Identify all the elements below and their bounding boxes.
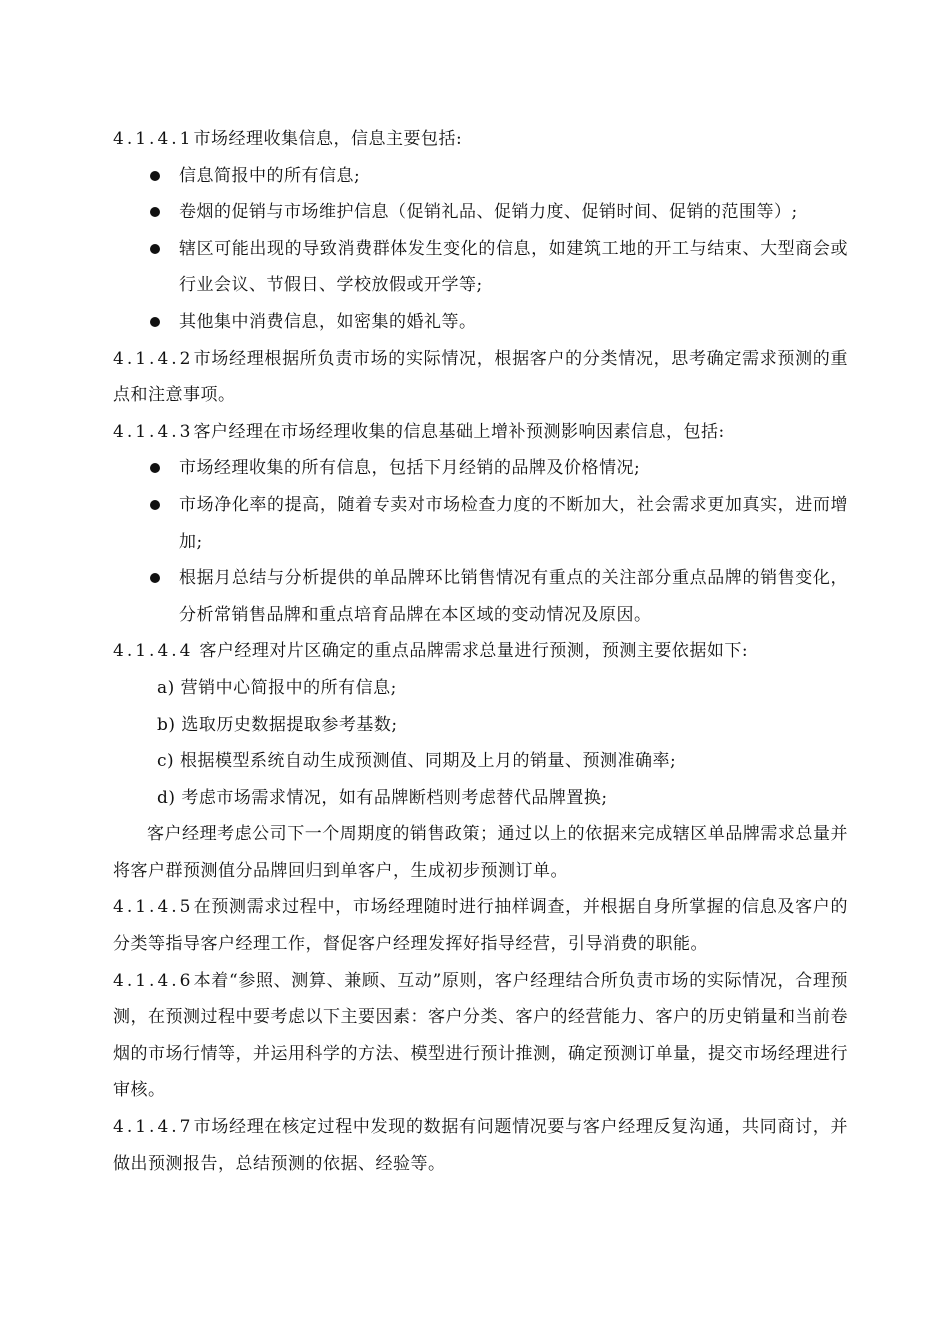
bullet-icon	[150, 463, 160, 473]
list-item: 市场净化率的提高，随着专卖对市场检查力度的不断加大，社会需求更加真实，进而增加;	[113, 487, 848, 560]
section-number: 4.1.4.7	[113, 1117, 194, 1138]
section-text: 市场经理收集信息，信息主要包括:	[193, 129, 463, 149]
section-text: 市场经理根据所负责市场的实际情况，根据客户的分类情况，思考确定需求预测的重点和注意事项。	[113, 348, 848, 406]
section-4-1-4-4-summary: 客户经理考虑公司下一个周期度的销售政策；通过以上的依据来完成辖区单品牌需求总量并将客户群预测值分品牌回归到单客户，生成初步预测订单。	[113, 824, 848, 881]
section-4-1-4-4	[113, 633, 848, 670]
bullet-icon	[150, 171, 160, 181]
bullet-icon	[150, 573, 160, 583]
section-text: 本着“参照、测算、兼顾、互动”原则，客户经理结合所负责市场的实际情况，合理预测，在预测过程中要考虑以下主要因素：客户分类、客户的经营能力、客户的历史销量和当前卷烟的市场行情等，并运用科学的方法、模型进行预计推测，确定预测订单量，提交市场经理进行审核。	[113, 970, 848, 1101]
list-item: d) 考虑市场需求情况，如有品牌断档则考虑替代品牌置换;	[157, 787, 608, 808]
section-4-1-4-1	[113, 121, 848, 158]
document-body	[113, 121, 848, 1182]
bullet-list-4-1-4-3	[113, 450, 848, 633]
section-number: 4.1.4.3	[113, 421, 194, 442]
list-item: 信息简报中的所有信息;	[113, 158, 848, 195]
section-text: 市场经理在核定过程中发现的数据有问题情况要与客户经理反复沟通，共同商讨，并做出预测报告，总结预测的依据、经验等。	[113, 1117, 848, 1174]
section-text: 在预测需求过程中，市场经理随时进行抽样调查，并根据自身所掌握的信息及客户的分类等指导客户经理工作，督促客户经理发挥好指导经营，引导消费的职能。	[113, 897, 848, 955]
section-number: 4.1.4.1	[113, 129, 194, 149]
bullet-list-4-1-4-1	[113, 158, 848, 341]
bullet-icon	[150, 317, 160, 327]
section-text: 客户经理对片区确定的重点品牌需求总量进行预测，预测主要依据如下:	[193, 641, 749, 662]
list-item: 根据月总结与分析提供的单品牌环比销售情况有重点的关注部分重点品牌的销售变化，分析常销售品牌和重点培育品牌在本区域的变动情况及原因。	[113, 560, 848, 633]
section-number: 4.1.4.6	[113, 970, 194, 991]
list-item: a) 营销中心简报中的所有信息;	[157, 677, 397, 698]
list-item: b) 选取历史数据提取参考基数;	[157, 714, 398, 735]
bullet-icon	[150, 500, 160, 510]
lettered-list-4-1-4-4	[113, 670, 848, 816]
section-number: 4.1.4.5	[113, 897, 194, 918]
section-text: 客户经理在市场经理收集的信息基础上增补预测影响因素信息，包括:	[193, 421, 725, 442]
list-item: 其他集中消费信息，如密集的婚礼等。	[113, 304, 848, 341]
list-item: c) 根据模型系统自动生成预测值、同期及上月的销量、预测准确率;	[157, 751, 677, 772]
section-number: 4.1.4.4	[113, 641, 194, 662]
bullet-icon	[150, 207, 160, 217]
list-item: 卷烟的促销与市场维护信息（促销礼品、促销力度、促销时间、促销的范围等）;	[113, 194, 848, 231]
section-4-1-4-2	[113, 341, 848, 414]
bullet-icon	[150, 244, 160, 254]
list-item: 市场经理收集的所有信息，包括下月经销的品牌及价格情况;	[113, 450, 848, 487]
section-number: 4.1.4.2	[113, 348, 194, 369]
section-4-1-4-5	[113, 889, 848, 962]
section-4-1-4-6	[113, 963, 848, 1109]
section-4-1-4-7	[113, 1109, 848, 1182]
section-4-1-4-3	[113, 414, 848, 451]
list-item: 辖区可能出现的导致消费群体发生变化的信息，如建筑工地的开工与结束、大型商会或行业会议、节假日、学校放假或开学等;	[113, 231, 848, 304]
